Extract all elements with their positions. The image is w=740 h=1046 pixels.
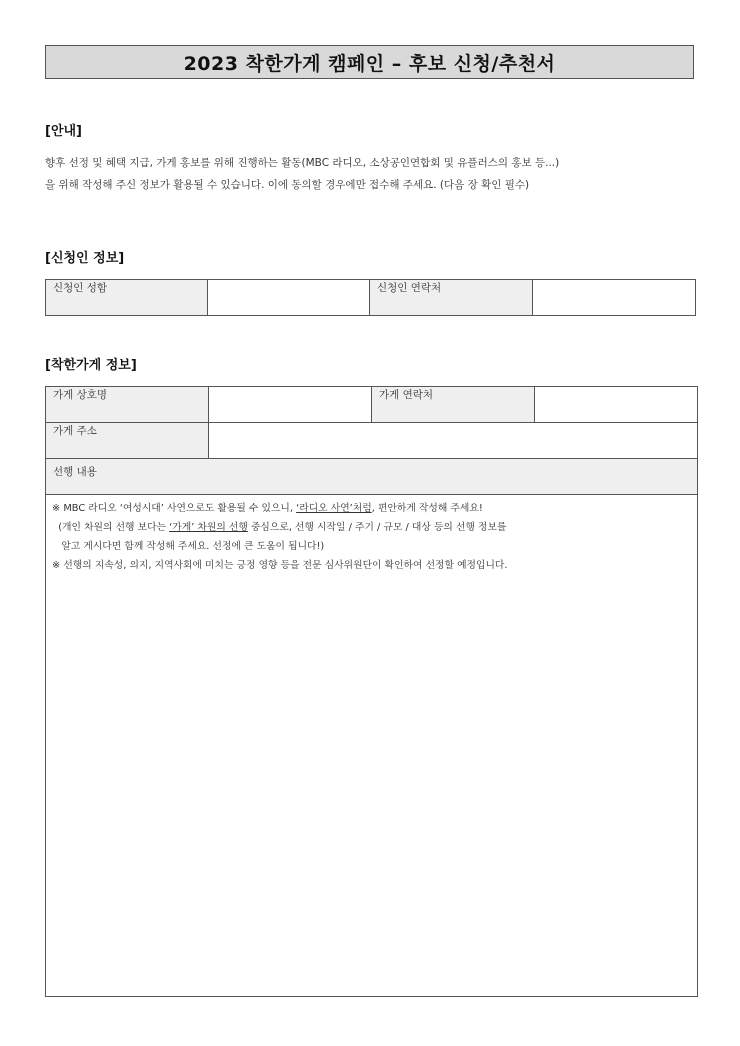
store-name-field[interactable] <box>209 387 372 423</box>
store-contact-label: 가게 연락처 <box>372 387 535 423</box>
notice-heading: [안내] <box>45 124 82 139</box>
guide-line-1-underline: ‘라디오 사연’처럼 <box>296 503 372 514</box>
store-name-label: 가게 상호명 <box>46 387 209 423</box>
good-deed-field[interactable] <box>46 495 698 997</box>
guide-line-2-text-end: 중심으로, 선행 시작일 / 주기 / 규모 / 대상 등의 선행 정보를 <box>247 522 507 533</box>
store-heading: [착한가게 정보] <box>45 358 137 373</box>
applicant-contact-label: 신청인 연락처 <box>370 280 533 316</box>
guide-line-1-text-end: , 편안하게 작성해 주세요! <box>371 503 483 514</box>
applicant-table <box>45 279 696 316</box>
store-table <box>45 386 698 997</box>
applicant-name-label: 신청인 성함 <box>46 280 208 316</box>
applicant-contact-field[interactable] <box>533 280 696 316</box>
guide-line-3: 알고 게시다면 함께 작성해 주세요. 선정에 큰 도움이 됩니다!) <box>52 541 325 552</box>
guide-line-2-underline: ‘가게’ 차원의 선행 <box>169 522 248 533</box>
good-deed-label: 선행 내용 <box>46 459 698 495</box>
applicant-name-field[interactable] <box>208 280 370 316</box>
guide-line-2 <box>52 518 691 537</box>
applicant-heading: [신청인 정보] <box>45 251 125 266</box>
store-contact-field[interactable] <box>535 387 698 423</box>
guide-line-1-text: ※ MBC 라디오 ‘여성시대’ 사연으로도 활용될 수 있으니, <box>52 503 297 514</box>
guide-line-2-text: (개인 차원의 선행 보다는 <box>52 522 170 533</box>
guide-line-1 <box>52 499 691 518</box>
notice-text <box>45 152 700 196</box>
notice-line-1: 향후 선정 및 혜택 지급, 가게 홍보를 위해 진행하는 활동(MBC 라디오, 소상공인연합회 및 유플러스의 홍보 등...) <box>45 157 560 169</box>
notice-line-2: 을 위해 작성해 주신 정보가 활용될 수 있습니다. 이에 동의할 경우에만 접수해 주세요. (다음 장 확인 필수) <box>45 179 530 191</box>
store-address-field[interactable] <box>209 423 698 459</box>
form-title: 2023 착한가게 캠페인 – 후보 신청/추천서 <box>45 45 694 79</box>
store-address-label: 가게 주소 <box>46 423 209 459</box>
guide-line-4: ※ 선행의 지속성, 의지, 지역사회에 미치는 긍정 영향 등을 전문 심사위원단이 확인하여 선정할 예정입니다. <box>52 560 508 571</box>
